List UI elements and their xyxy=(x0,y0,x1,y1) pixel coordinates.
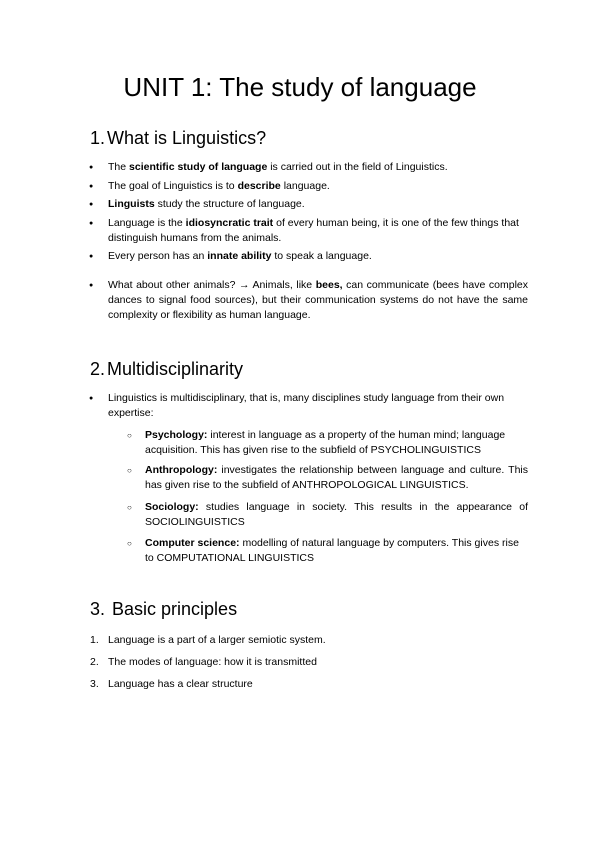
list-item: ● Language is the idiosyncratic trait of every human being, it is one of the few things that distinguish humans from the animals. xyxy=(108,216,528,246)
section-number: 1. xyxy=(90,128,106,148)
section-title: Basic principles xyxy=(112,599,238,619)
list-item: ● What about other animals? → Animals, like bees, can communicate (bees have complex dances to signal food sources), but their communication systems do not have the same complexity or flexibility as human language. xyxy=(108,278,528,323)
list-item: ● The goal of Linguistics is to describe language. xyxy=(108,179,528,194)
section-title: Multidisciplinarity xyxy=(107,359,244,379)
sub-list-item: ○ Computer science: modelling of natural language by computers. This gives rise to COMPUTATIONAL LINGUISTICS xyxy=(145,536,528,566)
sub-list-item: ○ Psychology: interest in language as a property of the human mind; language acquisition. This has given rise to the subfield of PSYCHOLINGUISTICS xyxy=(145,428,528,458)
list-marker: 1. xyxy=(90,634,99,646)
list-marker: 2. xyxy=(90,656,99,668)
sub-list-item: ○ Sociology: studies language in society. This results in the appearance of SOCIOLINGUISTICS xyxy=(145,500,528,530)
section-3-heading xyxy=(90,599,237,620)
section-2-heading xyxy=(90,359,243,380)
section-number: 2. xyxy=(90,359,106,379)
list-item: ● The scientific study of language is carried out in the field of Linguistics. xyxy=(108,160,528,175)
list-marker: 3. xyxy=(90,678,99,690)
list-item: 2. The modes of language: how it is transmitted xyxy=(90,656,317,668)
list-item: ● Every person has an innate ability to speak a language. xyxy=(108,249,528,264)
list-item: 3. Language has a clear structure xyxy=(90,678,253,690)
page-title: UNIT 1: The study of language xyxy=(123,72,477,102)
section-number: 3. xyxy=(90,599,106,619)
section-1-heading xyxy=(90,128,266,149)
list-item: ● Linguists study the structure of language. xyxy=(108,197,528,212)
list-item: 1. Language is a part of a larger semiotic system. xyxy=(90,634,326,646)
list-item: ● Linguistics is multidisciplinary, that is, many disciplines study language from their own expertise: xyxy=(108,391,528,421)
section-title: What is Linguistics? xyxy=(107,128,267,148)
sub-list-item: ○ Anthropology: investigates the relationship between language and culture. This has given rise to the subfield of ANTHROPOLOGICAL LINGUISTICS. xyxy=(145,463,528,493)
